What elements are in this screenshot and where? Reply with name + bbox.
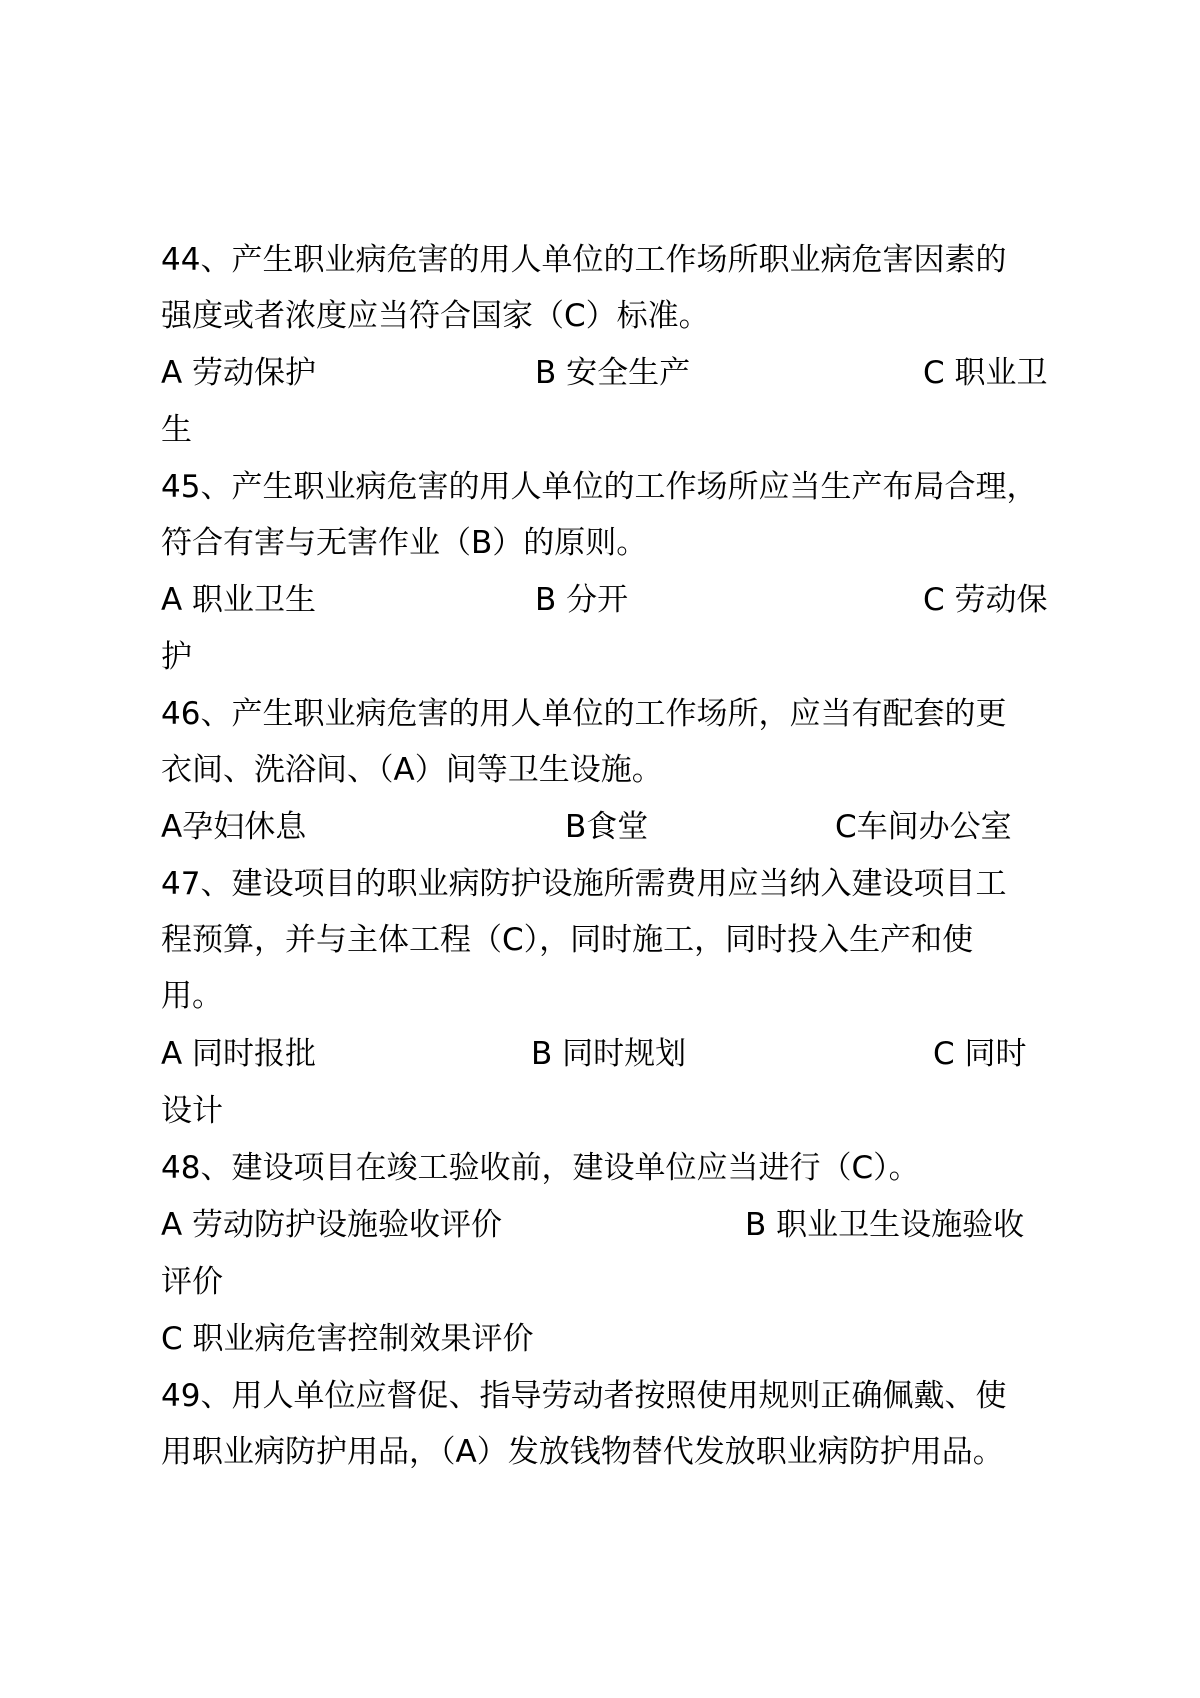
question-44-option-a: A 劳动保护	[161, 355, 317, 391]
question-48-option-b-wrap: 评价	[161, 1264, 223, 1300]
question-47-option-c: C 同时	[933, 1036, 1027, 1072]
question-47-text-line-3: 用。	[161, 978, 223, 1014]
question-47-option-c-wrap: 设计	[161, 1093, 223, 1129]
question-45-text-line-2: 符合有害与无害作业（B）的原则。	[161, 525, 648, 561]
question-49-text-line-2: 用职业病防护用品，（A）发放钱物替代发放职业病防护用品。	[161, 1434, 1004, 1470]
question-47-text-line-1: 47、建设项目的职业病防护设施所需费用应当纳入建设项目工	[161, 866, 1007, 902]
question-47-text-line-2: 程预算，并与主体工程（C），同时施工，同时投入生产和使	[161, 922, 974, 958]
question-45-option-b: B 分开	[535, 582, 629, 618]
question-44-option-c-wrap: 生	[161, 412, 192, 448]
question-45-option-a: A 职业卫生	[161, 582, 317, 618]
question-45-text-line-1: 45、产生职业病危害的用人单位的工作场所应当生产布局合理，	[161, 469, 1038, 505]
question-44-text-line-2: 强度或者浓度应当符合国家（C）标准。	[161, 298, 710, 334]
question-48-option-c: C 职业病危害控制效果评价	[161, 1321, 534, 1357]
question-45-option-c-wrap: 护	[161, 639, 192, 675]
question-48-option-a: A 劳动防护设施验收评价	[161, 1207, 503, 1243]
question-46-option-b: B食堂	[565, 809, 649, 845]
question-48-option-b: B 职业卫生设施验收	[745, 1207, 1025, 1243]
question-48-text-line-1: 48、建设项目在竣工验收前，建设单位应当进行（C）。	[161, 1150, 920, 1186]
question-47-option-b: B 同时规划	[531, 1036, 687, 1072]
question-46-option-a: A孕妇休息	[161, 809, 307, 845]
question-46-option-c: C车间办公室	[835, 809, 1012, 845]
question-44-option-b: B 安全生产	[535, 355, 691, 391]
question-46-text-line-1: 46、产生职业病危害的用人单位的工作场所，应当有配套的更	[161, 696, 1007, 732]
question-47-option-a: A 同时报批	[161, 1036, 317, 1072]
question-44-option-c: C 职业卫	[923, 355, 1048, 391]
question-44-text-line-1: 44、产生职业病危害的用人单位的工作场所职业病危害因素的	[161, 242, 1007, 278]
question-45-option-c: C 劳动保	[923, 582, 1048, 618]
question-46-text-line-2: 衣间、洗浴间、（A）间等卫生设施。	[161, 752, 663, 788]
question-49-text-line-1: 49、用人单位应督促、指导劳动者按照使用规则正确佩戴、使	[161, 1378, 1007, 1414]
